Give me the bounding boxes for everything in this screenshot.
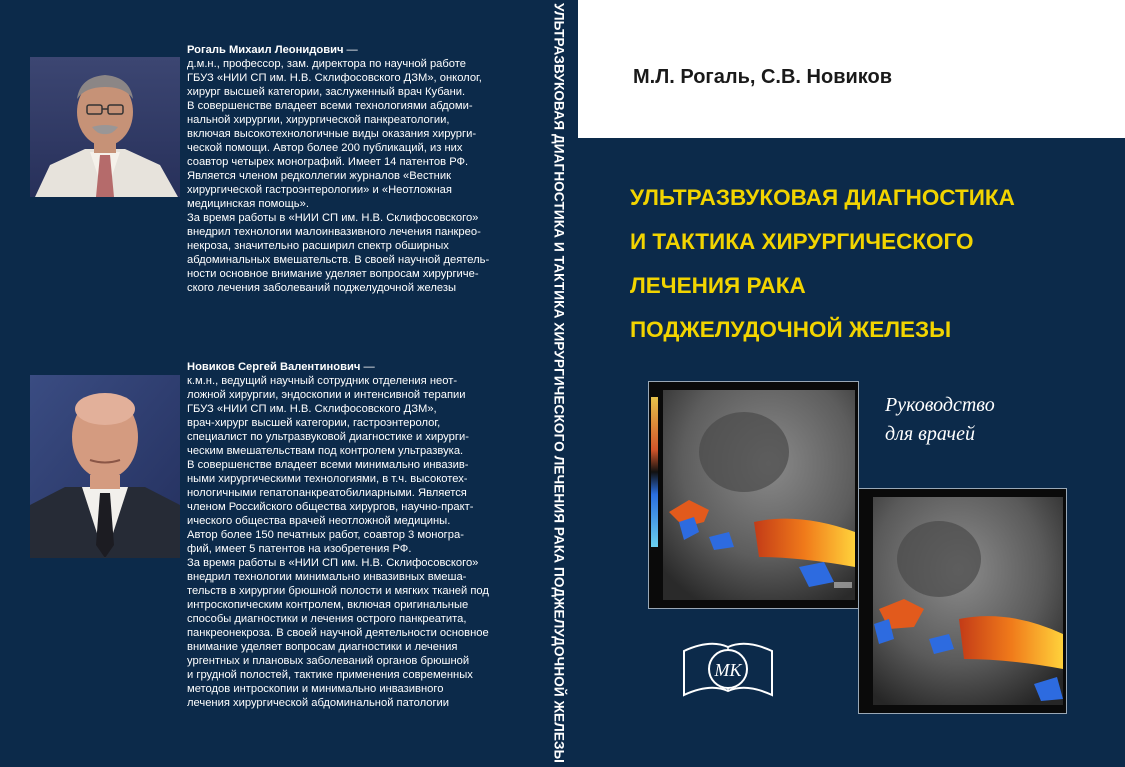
bio-line: методов интроскопии и минимально инвазивного: [187, 683, 444, 695]
bio-line: к.м.н., ведущий научный сотрудник отделения неот-: [187, 375, 458, 387]
bio-line: хирургической гастроэнтерологии» и «Неотложная: [187, 184, 452, 196]
bio-line: хирург высшей категории, заслуженный врач Кубани.: [187, 86, 466, 98]
bio-line: включая высокотехнологичные виды оказания хирурги-: [187, 128, 477, 140]
cover-subtitle: [885, 391, 995, 449]
cover-authors: М.Л. Рогаль, С.В. Новиков: [633, 66, 893, 88]
bio-line: За время работы в «НИИ СП им. Н.В. Склифосовского»: [187, 212, 479, 224]
bio-line: членом Российского общества хирургов, научно-практ-: [187, 501, 474, 513]
bio-line: ГБУЗ «НИИ СП им. Н.В. Склифосовского ДЗМ»,: [187, 403, 437, 415]
bio-line: и грудной полостей, тактике применения современных: [187, 669, 473, 681]
bio-line: абдоминальных вмешательств. В своей научной деятель-: [187, 254, 490, 266]
bio-line: специалист по ультразвуковой диагностике и хирурги-: [187, 431, 469, 443]
bio-line: ложной хирургии, эндоскопии и интенсивной терапии: [187, 389, 466, 401]
bio-line: соавтор четырех монографий. Имеет 14 патентов РФ.: [187, 156, 469, 168]
bio-line: ГБУЗ «НИИ СП им. Н.В. Склифосовского ДЗМ», онколог,: [187, 72, 482, 84]
bio-line: тельств в хирургии брюшной полости и мягких тканей под: [187, 585, 489, 597]
bio-line: нальной хирургии, хирургической панкреатологии,: [187, 114, 450, 126]
bio-line: нологичными гепатопанкреатобилиарными. Является: [187, 487, 467, 499]
ultrasound-image-2: [858, 488, 1067, 714]
bio-line: Автор более 150 печатных работ, соавтор 3 моногра-: [187, 529, 464, 541]
bio-line: ческой помощи. Автор более 200 публикаций, из них: [187, 142, 463, 154]
author-name: Новиков Сергей Валентинович: [187, 361, 361, 373]
bio-line: внедрил технологии минимально инвазивных вмеша-: [187, 571, 467, 583]
bio-line: внимание уделяет вопросам диагностики и лечения: [187, 641, 458, 653]
publisher-logo: [680, 629, 776, 701]
bio-line: ического общества врачей неотложной медицины.: [187, 515, 451, 527]
bio-line: ческим вмешательствам под контролем ультразвука.: [187, 445, 464, 457]
author-photo-novikov: [30, 375, 180, 558]
author-bio-novikov: [187, 360, 517, 710]
author-name: Рогаль Михаил Леонидович: [187, 44, 344, 56]
subtitle-line: Руководство: [885, 394, 995, 416]
author-photo-rogal: [30, 57, 180, 197]
bio-line: ными хирургическими технологиями, в т.ч. высокотех-: [187, 473, 468, 485]
bio-line: В совершенстве владеет всеми минимально инвазив-: [187, 459, 469, 471]
bio-line: ности основное внимание уделяет вопросам хирургиче-: [187, 268, 479, 280]
bio-line: некроза, значительно расширил спектр обширных: [187, 240, 449, 252]
bio-line: За время работы в «НИИ СП им. Н.В. Склифосовского»: [187, 557, 479, 569]
bio-line: способы диагностики и лечения острого панкреатита,: [187, 613, 467, 625]
bio-line: внедрил технологии малоинвазивного лечения панкрео-: [187, 226, 481, 238]
title-line: УЛЬТРАЗВУКОВАЯ ДИАГНОСТИКА: [630, 185, 1015, 210]
bio-line: д.м.н., профессор, зам. директора по научной работе: [187, 58, 467, 70]
name-dash: —: [343, 44, 358, 56]
author-bio-rogal: [187, 43, 517, 295]
bio-line: фий, имеет 5 патентов на изобретения РФ.: [187, 543, 412, 555]
publisher-logo-text: МК: [714, 660, 742, 680]
name-dash: —: [360, 361, 375, 373]
spine-title: УЛЬТРАЗВУКОВАЯ ДИАГНОСТИКА И ТАКТИКА ХИРУРГИЧЕСКОГО ЛЕЧЕНИЯ РАКА ПОДЖЕЛУДОЧНОЙ ЖЕЛЕЗЫ: [551, 2, 567, 764]
title-line: ЛЕЧЕНИЯ РАКА: [630, 273, 806, 298]
subtitle-line: для врачей: [885, 423, 975, 445]
bio-line: ургентных и плановых заболеваний органов брюшной: [187, 655, 470, 667]
bio-line: Является членом редколлегии журналов «Вестник: [187, 170, 451, 182]
bio-line: ского лечения заболеваний поджелудочной железы: [187, 282, 457, 294]
bio-line: панкреонекроза. В своей научной деятельности основное: [187, 627, 489, 639]
bio-line: В совершенстве владеет всеми технологиями абдоми-: [187, 100, 473, 112]
bio-line: интроскопическим контролем, включая оригинальные: [187, 599, 469, 611]
bio-line: врач-хирург высшей категории, гастроэнтеролог,: [187, 417, 441, 429]
title-line: ПОДЖЕЛУДОЧНОЙ ЖЕЛЕЗЫ: [630, 317, 952, 342]
bio-line: лечения хирургической абдоминальной патологии: [187, 697, 450, 709]
ultrasound-image-1: [648, 381, 859, 609]
cover-title: [630, 176, 1110, 352]
bio-line: медицинская помощь».: [187, 198, 309, 210]
title-line: И ТАКТИКА ХИРУРГИЧЕСКОГО: [630, 229, 974, 254]
